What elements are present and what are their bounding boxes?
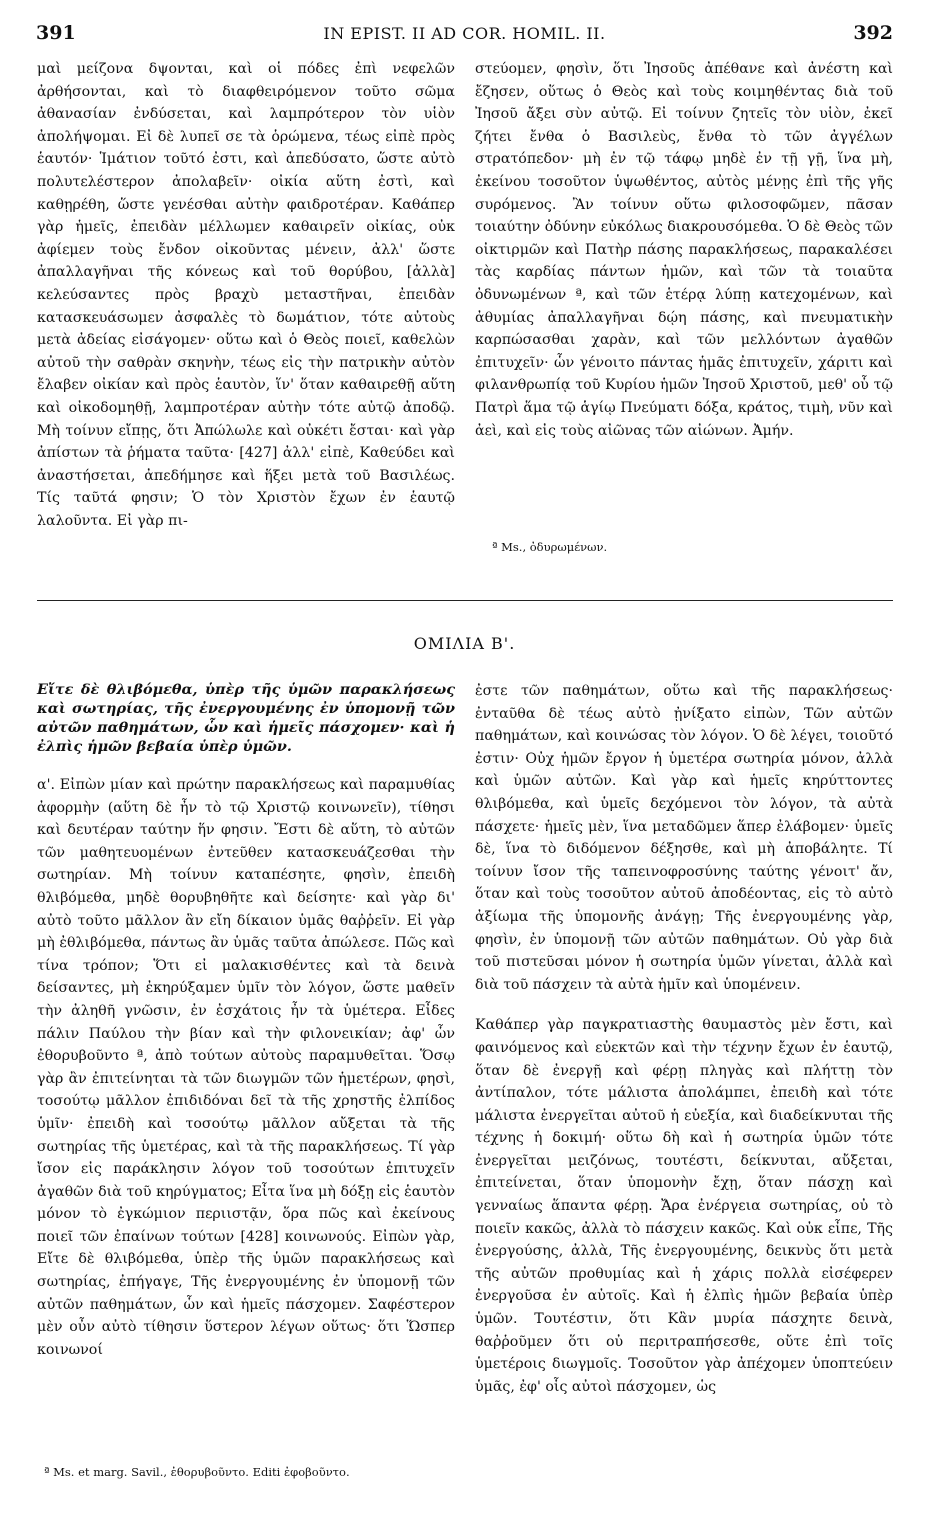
paragraph: στεύομεν, φησὶν, ὅτι Ἰησοῦς ἀπέθανε καὶ ἀνέστη καὶ ἔζησεν, οὕτως ὁ Θεὸς καὶ τοὺς κοιμηθέντας διὰ τοῦ Ἰησοῦ ἄξει σὺν αὐτῷ. Εἰ τοίνυν ζητεῖς τὸν υἱὸν, ἐκεῖ ζήτει ἔνθα ὁ Βασιλεὺς, ἔνθα τὸ τῶν ἀγγέλων στρατόπεδον· μὴ ἐν τῷ τάφῳ μηδὲ ἐν τῇ γῇ, ἵνα μὴ, ἐκείνου τοσοῦτον ὑψωθέντος, αὐτὸς μένῃς ἐπὶ τῆς γῆς συρόμενος. Ἂν τοίνυν οὕτω φιλοσοφῶμεν, πᾶσαν τοιαύτην ὀδύνην εὐκόλως διακρουσόμεθα. Ὁ δὲ Θεὸς τῶν οἰκτιρμῶν καὶ Πατὴρ πάσης παρακλήσεως, παρακαλέσει τὰς καρδίας πάντων ἡμῶν, καὶ τῶν τὰ τοιαῦτα ὀδυνωμένων ª, καὶ τῶν ἑτέρᾳ λύπῃ κατεχομένων, καὶ ἀθυμίας ἀπαλλαγῆναι δῴη πάσης, καὶ πνευματικὴν καρπώσασθαι χαρὰν, καὶ τῶν μελλόντων ἀγαθῶν ἐπιτυχεῖν· ὧν γένοιτο πάντας ἡμᾶς ἐπιτυχεῖν, χάριτι καὶ φιλανθρωπίᾳ τοῦ Κυρίου ἡμῶν Ἰησοῦ Χριστοῦ, μεθ' οὗ τῷ Πατρὶ ἅμα τῷ ἁγίῳ Πνεύματι δόξα, κράτος, τιμὴ, νῦν καὶ ἀεὶ, καὶ εἰς τοὺς αἰῶνας τῶν αἰώνων. Ἀμήν. (475, 61, 893, 439)
column-3-text (37, 680, 455, 1361)
column-1-text (37, 58, 455, 532)
page-number-left: 391 (36, 22, 76, 44)
paragraph: Καθάπερ γὰρ παγκρατιαστὴς θαυμαστὸς μὲν ἔστι, καὶ φαινόμενος καὶ εὐεκτῶν καὶ τὴν τέχνην ἔχων ἐν ἑαυτῷ, ὅταν δὲ ἐνεργῇ καὶ φέρῃ πληγὰς καὶ πλήττῃ τὸν ἀντίπαλον, τότε μάλιστα ἀπολάμπει, ἐπειδὴ καὶ τότε μάλιστα ἐνεργεῖται αὐτοῦ ἡ εὐεξία, καὶ διαδείκνυται τῆς τέχνης ἡ δοκιμή· οὕτω δὴ καὶ ἡ σωτηρία ὑμῶν τότε ἐνεργεῖται μειζόνως, τουτέστι, δείκνυται, αὔξεται, ἐπιτείνεται, ὅταν ὑπομονὴν ἔχῃ, ὅταν πάσχῃ καὶ γενναίως ἅπαντα φέρῃ. Ἄρα ἐνέργεια σωτηρίας, οὐ τὸ ποιεῖν κακῶς, ἀλλὰ τὸ πάσχειν κακῶς. Καὶ οὐκ εἶπε, Τῆς ἐνεργούσης, ἀλλὰ, Τῆς ἐνεργουμένης, δεικνὺς ὅτι μετὰ τῆς αὐτῶν προθυμίας καὶ ἡ χάρις πολλὰ εἰσέφερεν ἐνεργοῦσα ἐν αὐτοῖς. Καὶ ἡ ἐλπὶς ἡμῶν βεβαία ὑπὲρ ὑμῶν. Τουτέστιν, ὅτι Κἂν μυρία πάσχητε δεινὰ, θαῤῥοῦμεν ὅτι οὐ περιτραπήσεσθε, οὔτε ἐπὶ τοῖς ὑμετέροις διωγμοῖς. Τοσοῦτον γὰρ ἀπέχομεν ὑποπτεύειν ὑμᾶς, ἐφ' οἷς αὐτοὶ πάσχομεν, ὡς (475, 1017, 893, 1395)
footnote-bottom: ª Ms. et marg. Savil., ἐθορυβοῦντο. Editi ἐφοβοῦντο. (44, 1465, 350, 1479)
page-number-right: 392 (853, 22, 893, 44)
footnote-top: ª Ms., ὀδυρωμένων. (492, 540, 608, 554)
running-title: IN EPIST. II AD COR. HOMIL. II. (323, 24, 606, 43)
homily-title: ΟΜΙΛΙΑ Β'. (413, 634, 516, 653)
section-divider (37, 600, 893, 601)
paragraph: ἐστε τῶν παθημάτων, οὕτω καὶ τῆς παρακλήσεως· ἐνταῦθα δὲ τέως αὐτὸ ᾐνίξατο εἰπὼν, Τῶν αὐτῶν παθημάτων, καὶ κοινώσας τὸν λόγον. Ὁ δὲ λέγει, τοιοῦτό ἐστιν· Οὐχ ἡμῶν ἔργον ἡ ὑμετέρα σωτηρία μόνον, ἀλλὰ καὶ ὑμῶν αὐτῶν. Καὶ γὰρ καὶ ἡμεῖς κηρύττοντες θλιβόμεθα, καὶ ὑμεῖς δεχόμενοι τὸν λόγον, τὰ αὐτὰ πάσχετε· ἡμεῖς μὲν, ἵνα μεταδῶμεν ἅπερ ἐλάβομεν· ὑμεῖς δὲ, ἵνα τὸ διδόμενον δέξησθε, καὶ μὴ ἀποβάλητε. Τί τοίνυν ἴσον τῆς ταπεινοφροσύνης ταύτης γένοιτ' ἄν, ὅταν καὶ τοὺς τοσοῦτον αὐτοῦ ἀποδέοντας, εἰς τὸ αὐτὸ ἀξίωμα τῆς ὑπομονῆς ἀνάγῃ; Τῆς ἐνεργουμένης γὰρ, φησὶν, ἐν ὑπομονῇ τῶν αὐτῶν παθημάτων. Οὐ γὰρ διὰ τοῦ πιστεῦσαι μόνον ἡ σωτηρία ὑμῶν γίνεται, ἀλλὰ καὶ διὰ τοῦ πάσχειν τὰ αὐτὰ ἡμῖν καὶ ὑπομένειν. (475, 683, 893, 993)
page-header (36, 22, 893, 52)
lemma: Εἴτε δὲ θλιβόμεθα, ὑπὲρ τῆς ὑμῶν παρακλήσεως καὶ σωτηρίας, τῆς ἐνεργουμένης ἐν ὑπομονῇ τῶν αὐτῶν παθημάτων, ὧν καὶ ἡμεῖς πάσχομεν· καὶ ἡ ἐλπὶς ἡμῶν βεβαία ὑπὲρ ὑμῶν. (37, 681, 455, 755)
column-4-text (475, 680, 893, 1398)
paragraph: α'. Εἰπὼν μίαν καὶ πρώτην παρακλήσεως καὶ παραμυθίας ἀφορμὴν (αὕτη δὲ ἦν τὸ τῷ Χριστῷ κοινωνεῖν), τίθησι καὶ δευτέραν ταύτην ἥν φησιν. Ἔστι δὲ αὕτη, τὸ αὐτῶν τῶν μαθητευομένων ἐντεῦθεν κατασκευάζεσθαι τὴν σωτηρίαν. Μὴ τοίνυν καταπέσητε, φησὶν, ἐπειδὴ θλιβόμεθα, μηδὲ θορυβηθῆτε καὶ δείσητε· καὶ γὰρ δι' αὐτὸ τοῦτο μᾶλλον ἂν εἴη δίκαιον ὑμᾶς θαῤῥεῖν. Εἰ γὰρ μὴ ἐθλιβόμεθα, πάντως ἂν ὑμᾶς ταῦτα ἀπώλεσε. Πῶς καὶ τίνα τρόπον; Ὅτι εἰ μαλακισθέντες καὶ τὰ δεινὰ δείσαντες, μὴ ἐκηρύξαμεν ὑμῖν τὸν λόγον, ὥστε μαθεῖν τὴν ἀληθῆ γνῶσιν, ἐν ἐσχάτοις ἦν τὰ ὑμέτερα. Εἶδες πάλιν Παύλου τὴν βίαν καὶ τὴν φιλονεικίαν; ἀφ' ὧν ἐθορυβοῦντο ª, ἀπὸ τούτων αὐτοὺς παραμυθεῖται. Ὅσῳ γὰρ ἂν ἐπιτείνηται τὰ τῶν διωγμῶν τῶν ἡμετέρων, φησὶ, τοσούτῳ μᾶλλον ἐπιδιδόναι δεῖ τὰ τῆς χρηστῆς ἐλπίδος ὑμῖν· ἐπειδὴ καὶ τοσούτῳ μᾶλλον αὔξεται τὰ τῆς σωτηρίας τῆς ὑμετέρας, καὶ τὰ τῆς παρακλήσεως. Τί γὰρ ἴσον εἰς παράκλησιν λόγον τοῦ τοσούτων ἐπιτυχεῖν ἀγαθῶν διὰ τοῦ κηρύγματος; Εἶτα ἵνα μὴ δόξῃ εἰς ἑαυτὸν μόνον τὸ ἐγκώμιον περιιστᾷν, ὅρα πῶς καὶ ἐκείνους ποιεῖ τῶν ἐπαίνων τούτων [428] κοινωνούς. Εἰπὼν γὰρ, Εἴτε δὲ θλιβόμεθα, ὑπὲρ τῆς ὑμῶν παρακλήσεως καὶ σωτηρίας, ἐπήγαγε, Τῆς ἐνεργουμένης ἐν ὑπομονῇ τῶν αὐτῶν παθημάτων, ὧν καὶ ἡμεῖς πάσχομεν. Σαφέστερον μὲν οὖν αὐτὸ τίθησιν ὕστερον λέγων οὕτως· ὅτι Ὥσπερ κοινωνοί (37, 777, 455, 1358)
column-2-text (475, 58, 893, 442)
paragraph: μαὶ μείζονα δψονται, καὶ οἱ πόδες ἐπὶ νεφελῶν ἀρθήσονται, καὶ τὸ διαφθειρόμενον τοῦτο σῶμα ἀθανασίαν ἐνδύσεται, καὶ λαμπρότερον τὸν υἱὸν ἀπολήψομαι. Εἰ δὲ λυπεῖ σε τὰ ὁρώμενα, τέως εἰπὲ πρὸς ἑαυτόν· Ἱμάτιον τοῦτό ἐστι, καὶ ἀπεδύσατο, ὥστε αὐτὸ πολυτελέστερον ἀπολαβεῖν· οἰκία αὕτη ἐστὶ, καὶ καθῃρέθη, ὥστε γενέσθαι αὐτὴν φαιδροτέραν. Καθάπερ γὰρ ἡμεῖς, ἐπειδὰν μέλλωμεν καθαιρεῖν οἰκίας, οὐκ ἀφίεμεν τοὺς ἔνδον οἰκοῦντας μένειν, ἀλλ' ὥστε ἀπαλλαγῆναι τῆς κόνεως καὶ τοῦ θορύβου, [ἀλλὰ] κελεύσαντες πρὸς βραχὺ μεταστῆναι, ἐπειδὰν κατασκευάσωμεν ἀσφαλὲς τὸ δωμάτιον, τότε αὐτοὺς μετὰ ἀδείας εἰσάγομεν· οὕτω καὶ ὁ Θεὸς ποιεῖ, καθελὼν αὐτοῦ τὴν σαθρὰν σκηνὴν, τέως εἰς τὴν πατρικὴν αὐτὸν ἔλαβεν οἰκίαν καὶ πρὸς ἑαυτὸν, ἵν' ὅταν καθαιρεθῇ αὕτη καὶ οἰκοδομηθῇ, λαμπροτέραν αὐτὴν τότε αὐτῷ ἀποδῷ. Μὴ τοίνυν εἴπῃς, ὅτι Ἀπώλωλε καὶ οὐκέτι ἔσται· καὶ γὰρ ἀπίστων τὰ ῥήματα ταῦτα· [427] ἀλλ' εἰπὲ, Καθεύδει καὶ ἀναστήσεται, ἀπεδήμησε καὶ ἥξει μετὰ τοῦ Βασιλέως. Τίς ταῦτά φησιν; Ὁ τὸν Χριστὸν ἔχων ἐν ἑαυτῷ λαλοῦντα. Εἰ γὰρ πι- (37, 61, 455, 529)
